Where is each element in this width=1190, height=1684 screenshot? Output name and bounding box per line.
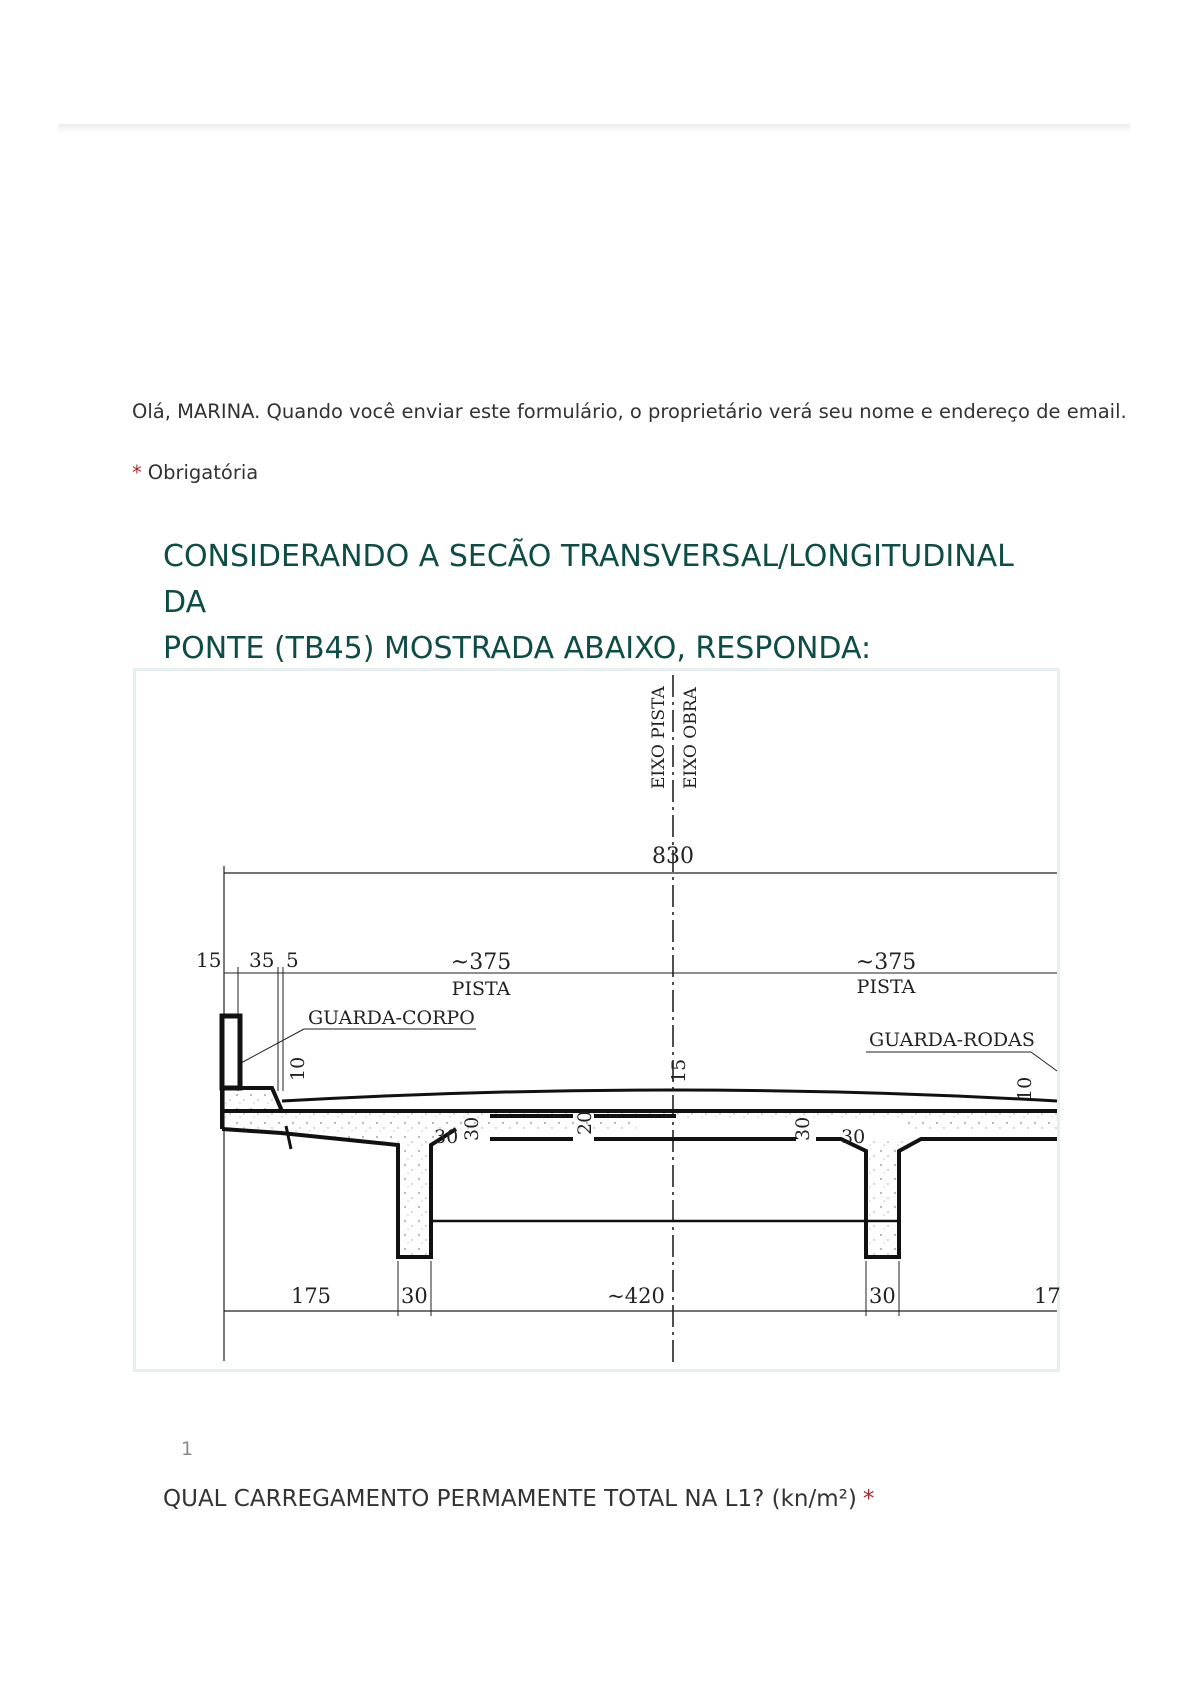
deck-fill [222,1111,1057,1129]
dim-5-label: 5 [286,948,299,972]
greeting-text: Olá, MARINA. Quando você enviar este formulário, o proprietário verá seu nome e endereço de email. [132,400,1127,423]
axis-label-pista: EIXO PISTA [649,686,669,789]
question-number: 1 [181,1438,194,1460]
dim-10-left: 10 [287,1056,309,1081]
section-title-line-2: PONTE (TB45) MOSTRADA ABAIXO, RESPONDA: [163,631,872,666]
curb [222,1088,282,1111]
pavement-line [282,1090,1057,1101]
dim-bottom-cut: 17 [1034,1284,1061,1308]
dim-lane-left: ~375 [450,950,512,975]
right-girder [816,1139,1057,1257]
required-label: Obrigatória [147,461,259,484]
section-title [163,534,1063,672]
bridge-cross-section-drawing [136,671,1061,1369]
required-note [132,461,258,484]
dim-bottom-30-left: 30 [401,1284,428,1308]
dim-30-haunch-right-v: 30 [792,1116,814,1141]
top-divider [58,124,1130,134]
wheel-guard-leader [1031,1052,1057,1071]
label-wheel-guard: GUARDA-RODAS [869,1029,1035,1051]
dim-20-slab: 20 [574,1110,596,1135]
lane-label-left: PISTA [451,978,511,1000]
label-guard-rail: GUARDA-CORPO [308,1007,475,1029]
question-text: QUAL CARREGAMENTO PERMAMENTE TOTAL NA L1? (kn/m²) [163,1486,857,1512]
bridge-cross-section-figure [133,668,1060,1372]
dim-30-haunch-left-v: 30 [461,1116,483,1141]
question-required-star: * [862,1486,875,1512]
dim-bottom-175: 175 [290,1284,332,1308]
lane-label-right: PISTA [856,976,916,998]
dim-bottom-30-right: 30 [869,1284,896,1308]
dim-lane-right: ~375 [855,950,917,975]
section-title-line-1: CONSIDERANDO A SECÃO TRANSVERSAL/LONGITUDINAL DA [163,539,1014,620]
dim-35-label: 35 [249,948,275,972]
left-girder [222,1129,456,1257]
question-1 [163,1486,874,1512]
required-star: * [132,461,142,484]
dim-bottom-420: ~420 [607,1284,665,1308]
dim-15-center: 15 [668,1058,690,1083]
parapet [222,1016,240,1088]
dim-30-haunch-right-h: 30 [841,1126,866,1148]
dim-10-right: 10 [1014,1076,1036,1101]
axis-label-obra: EIXO OBRA [681,687,701,789]
dim-30-haunch-left-h: 30 [434,1126,459,1148]
dim-15-label: 15 [196,948,222,972]
dim-total-label: 830 [652,844,694,869]
